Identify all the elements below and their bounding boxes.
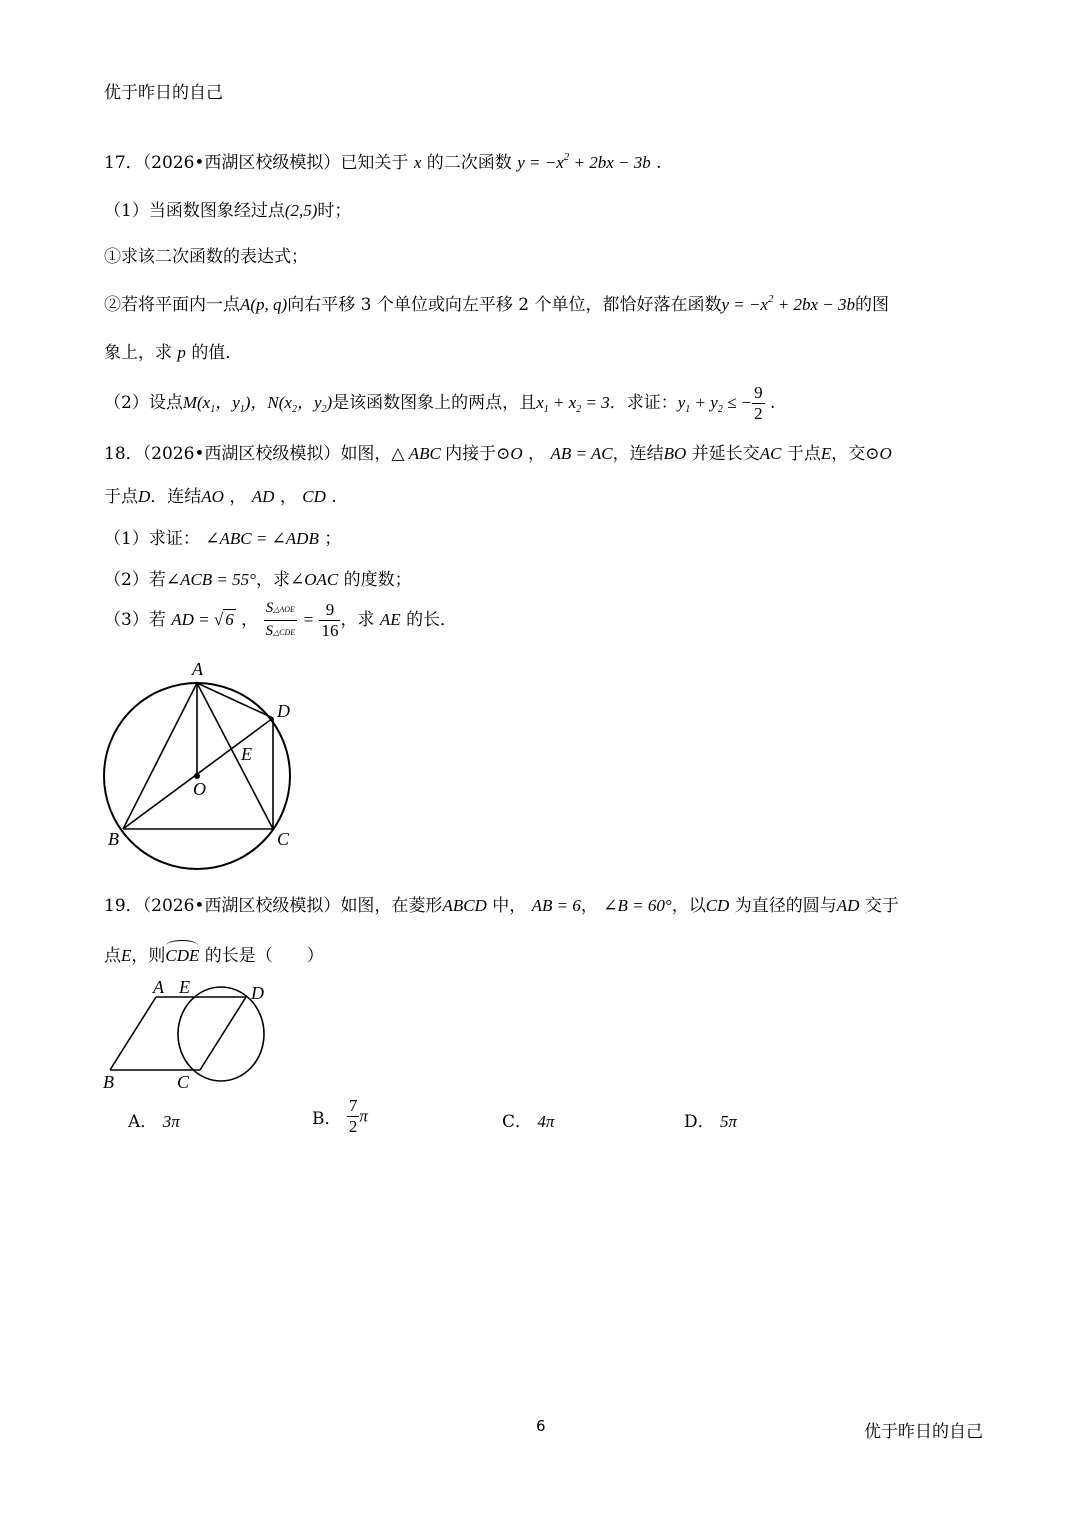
segment-AD — [197, 683, 273, 718]
q18-number: 18． — [104, 444, 143, 464]
label-E: E — [241, 744, 252, 764]
q19-stem: 19．（2026•西湖区校级模拟）如图，在菱形ABCD 中， AB = 6， ∠B = 60°，以CD 为直径的圆与AD 交于 — [104, 896, 899, 916]
q18-part2: （2）若∠ACB = 55°，求∠OAC 的度数； — [104, 570, 412, 590]
segment-AC — [197, 683, 273, 829]
q18-stem: 18．（2026•西湖区校级模拟）如图，△ ABC 内接于⊙O ， AB = AC，连结BO 并延长交AC 于点E，交⊙O — [104, 444, 892, 464]
q19-stem-line2: 点E，则CDE 的长是（ ） — [104, 946, 324, 966]
segment-CD — [200, 997, 246, 1070]
q19-source: （2026•西湖区校级模拟） — [142, 896, 341, 916]
segment-AB — [110, 997, 156, 1070]
q17-function: $y = -x^2 + 2bx - 3b$ — [517, 151, 651, 172]
page-number: 6 — [536, 1417, 546, 1435]
label-E: E — [179, 977, 190, 997]
q19-option-d[interactable]: D． 5π — [684, 1112, 738, 1132]
q17-part2: （2）设点$M(x_1$，$y_1$)，$N(x_2$，$y_2$)是该函数图象上的两点，且$x_1 + x_2 = 3$．求证：$y_1 + y_2$ ≤ − $\frac{9}{2}$ . — [104, 383, 776, 423]
label-A: A — [192, 659, 203, 679]
q17-stem: 17．（2026•西湖区校级模拟）已知关于 x 的二次函数 $y = -x^2 + 2bx - 3b$ . — [104, 151, 662, 173]
q19-option-c[interactable]: C． 4π — [502, 1112, 555, 1132]
q17-sub2: ②若将平面内一点A(p, q)向右平移 3 个单位或向左平移 2 个单位，都恰好落在函数$y = -x^2 + 2bx - 3b$的图 — [104, 293, 890, 315]
q17-source: （2026•西湖区校级模拟） — [142, 153, 341, 173]
q19-figure — [100, 975, 275, 1090]
label-C: C — [277, 829, 290, 849]
arc-CDE: CDE — [165, 946, 200, 965]
label-B: B — [108, 829, 119, 849]
q17-number: 17． — [104, 153, 143, 173]
q19-number: 19． — [104, 896, 143, 916]
q17-sub1: ①求该二次函数的表达式； — [104, 247, 308, 267]
q17-fraction: $\frac{9}{2}$ — [754, 383, 763, 423]
segment-AB — [123, 683, 197, 829]
q17-part1: （1）当函数图象经过点(2,5)时； — [104, 201, 352, 221]
label-D: D — [277, 701, 290, 721]
q18-part3: （3）若 AD = √ 6 ， $\frac{\text{S△AOE}}{\text{S△CDE}}$ = $\frac{9}{16}$ ，求 AE 的长． — [104, 598, 457, 643]
label-A: A — [153, 977, 164, 997]
q18-part1: （1）求证： ∠ABC = ∠ADB ； — [104, 529, 342, 549]
q18-figure — [100, 655, 310, 875]
label-B: B — [103, 1072, 114, 1090]
label-O: O — [193, 779, 206, 799]
q19-option-a[interactable]: A． 3π — [128, 1112, 180, 1132]
q19-option-b[interactable]: B． $\frac{7}{2}$ π — [312, 1096, 368, 1136]
q17-sub2-line2: 象上，求 p 的值． — [104, 343, 243, 363]
q18-source: （2026•西湖区校级模拟） — [142, 444, 341, 464]
page-footer: 优于昨日的自己 — [864, 1422, 983, 1442]
label-C: C — [177, 1072, 190, 1090]
label-D: D — [251, 983, 264, 1003]
page-header: 优于昨日的自己 — [104, 83, 223, 103]
q18-stem-line2: 于点D．连结AO ， AD ， CD . — [104, 487, 337, 507]
